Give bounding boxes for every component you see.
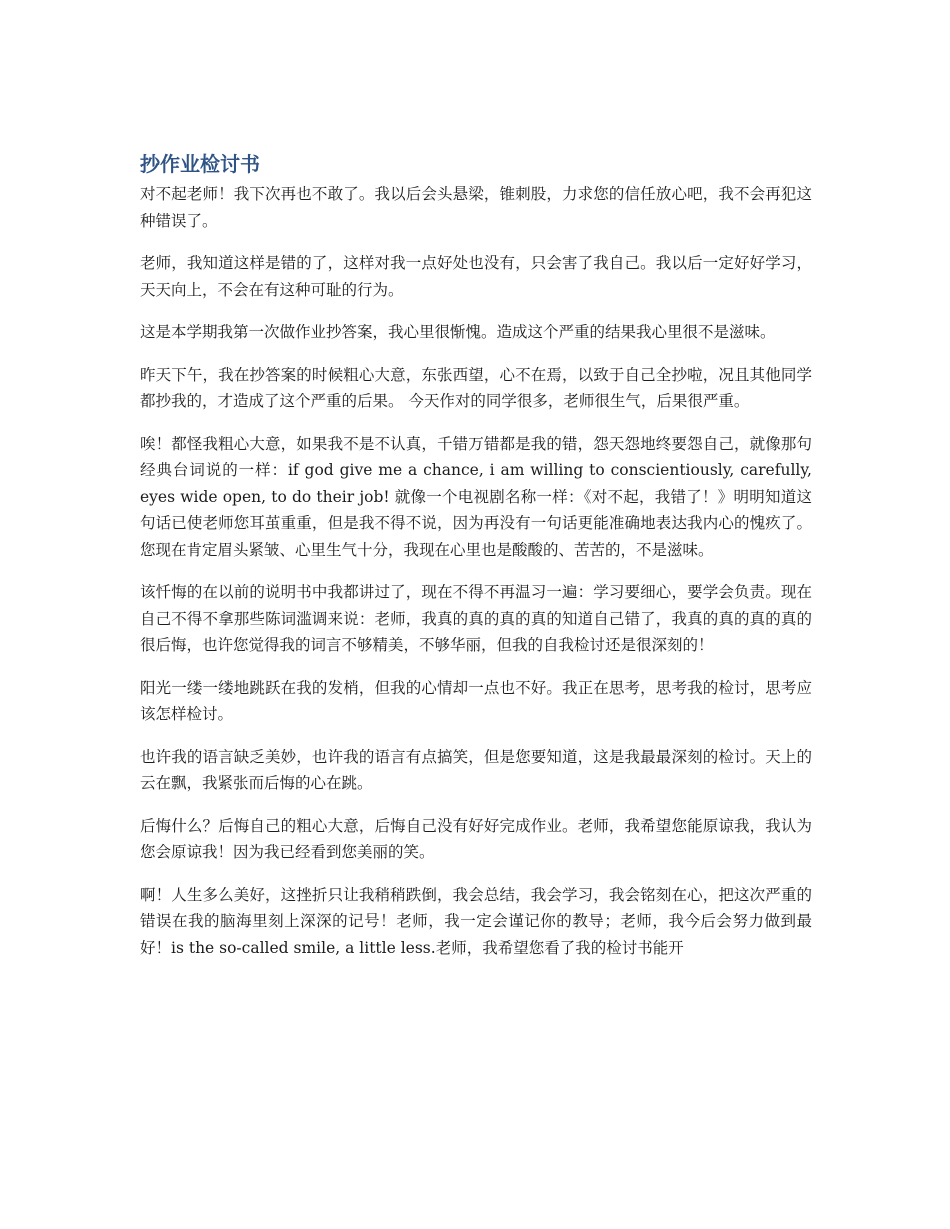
paragraph-8: 也许我的语言缺乏美妙，也许我的语言有点搞笑，但是您要知道，这是我最最深刻的检讨。天上的云在飘，我紧张而后悔的心在跳。 <box>140 747 812 792</box>
paragraph-10: 啊！人生多么美好，这挫折只让我稍稍跌倒，我会总结，我会学习，我会铭刻在心，把这次严重的错误在我的脑海里刻上深深的记号！老师，我一定会谨记你的教导；老师，我今后会努力做到最好！is the so-called smile, a little less.老师，我希望您看了我的检讨书能开 <box>140 885 812 957</box>
paragraph-5: 唉！都怪我粗心大意，如果我不是不认真，千错万错都是我的错，怨天怨地终要怨自己，就像那句经典台词说的一样：if god give me a chance, i am willing to conscientiously, carefully, eyes wide open, to do their job! 就像一个电视剧名称一样：《对不起，我错了！》明明知道这句话已使老师您耳茧重重，但是我不得不说，因为再没有一句话更能准确地表达我内心的愧疚了。您现在肯定眉头紧皱、心里生气十分，我现在心里也是酸酸的、苦苦的，不是滋味。 <box>140 434 812 559</box>
document-page <box>140 150 812 977</box>
paragraph-1: 对不起老师！我下次再也不敢了。我以后会头悬梁，锥刺股，力求您的信任放心吧，我不会再犯这种错误了。 <box>140 185 812 230</box>
paragraph-4: 昨天下午，我在抄答案的时候粗心大意，东张西望，心不在焉，以致于自己全抄啦，况且其他同学都抄我的，才造成了这个严重的后果。 今天作对的同学很多，老师很生气，后果很严重。 <box>140 365 812 410</box>
paragraph-2: 老师，我知道这样是错的了，这样对我一点好处也没有，只会害了我自己。我以后一定好好学习，天天向上，不会在有这种可耻的行为。 <box>140 254 812 299</box>
paragraph-6: 该忏悔的在以前的说明书中我都讲过了，现在不得不再温习一遍：学习要细心，要学会负责。现在自己不得不拿那些陈词滥调来说：老师，我真的真的真的真的知道自己错了，我真的真的真的真的很后悔，也许您觉得我的词言不够精美，不够华丽，但我的自我检讨还是很深刻的！ <box>140 583 812 654</box>
paragraph-3: 这是本学期我第一次做作业抄答案，我心里很惭愧。造成这个严重的结果我心里很不是滋味。 <box>140 323 776 341</box>
document-title: 抄作业检讨书 <box>140 152 260 176</box>
paragraph-9: 后悔什么？后悔自己的粗心大意，后悔自己没有好好完成作业。老师，我希望您能原谅我，我认为您会原谅我！因为我已经看到您美丽的笑。 <box>140 816 812 861</box>
paragraph-7: 阳光一缕一缕地跳跃在我的发梢，但我的心情却一点也不好。我正在思考，思考我的检讨，思考应该怎样检讨。 <box>140 678 812 723</box>
